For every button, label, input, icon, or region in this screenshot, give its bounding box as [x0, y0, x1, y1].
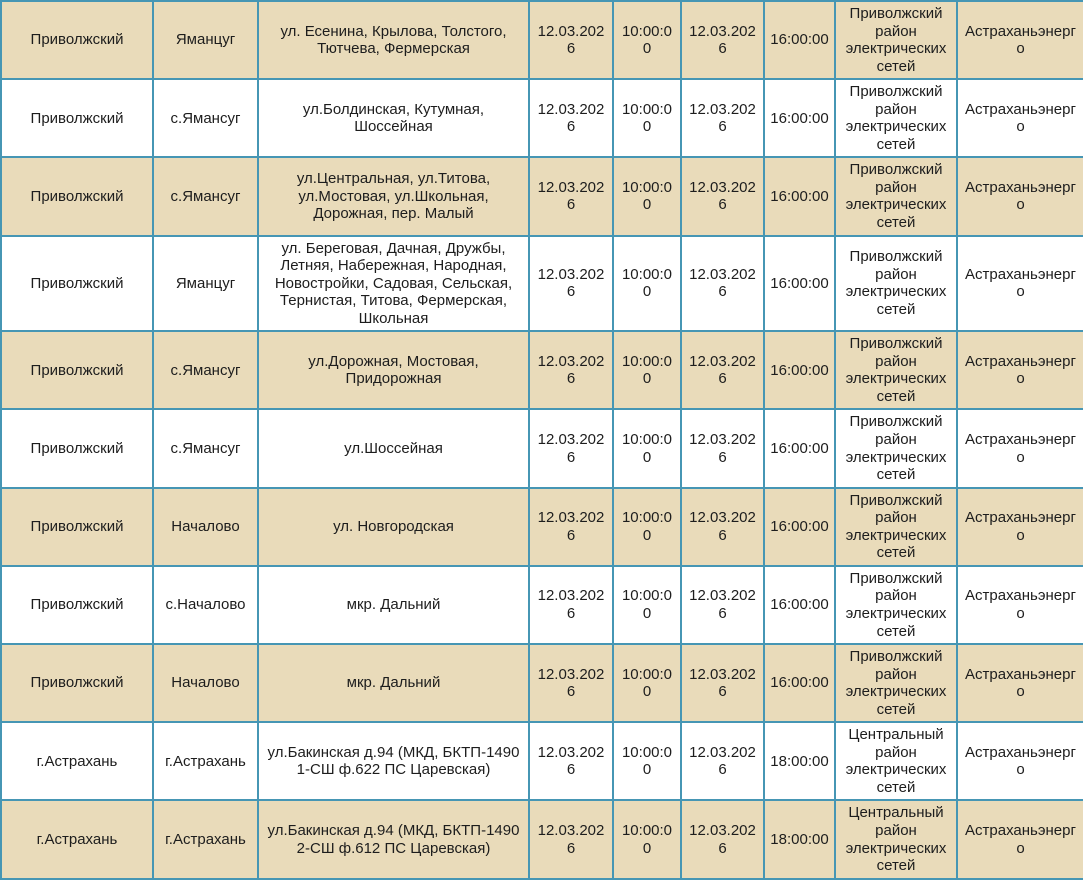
cell-time-start: 10:00:00: [613, 722, 681, 800]
cell-time-start: 10:00:00: [613, 566, 681, 644]
cell-company: Астраханьэнерго: [957, 79, 1083, 157]
cell-date-end: 12.03.2026: [681, 409, 764, 487]
cell-district: Приволжский: [1, 488, 153, 566]
cell-time-start: 10:00:00: [613, 1, 681, 79]
cell-time-start: 10:00:00: [613, 488, 681, 566]
table-row: [1, 157, 1083, 235]
cell-date-start: 12.03.2026: [529, 157, 613, 235]
cell-settlement: Началово: [153, 488, 258, 566]
cell-time-end: 16:00:00: [764, 331, 835, 409]
cell-time-start: 10:00:00: [613, 236, 681, 332]
cell-streets: ул.Центральная, ул.Титова, ул.Мостовая, ул.Школьная, Дорожная, пер. Малый: [258, 157, 529, 235]
cell-company: Астраханьэнерго: [957, 722, 1083, 800]
cell-organization: Приволжский район электрических сетей: [835, 488, 957, 566]
cell-time-end: 16:00:00: [764, 79, 835, 157]
cell-date-start: 12.03.2026: [529, 566, 613, 644]
cell-time-end: 16:00:00: [764, 488, 835, 566]
cell-streets: ул.Болдинская, Кутумная, Шоссейная: [258, 79, 529, 157]
cell-date-start: 12.03.2026: [529, 331, 613, 409]
cell-streets: ул. Есенина, Крылова, Толстого, Тютчева, Фермерская: [258, 1, 529, 79]
cell-time-start: 10:00:00: [613, 409, 681, 487]
cell-settlement: с.Ямансуг: [153, 157, 258, 235]
cell-company: Астраханьэнерго: [957, 331, 1083, 409]
cell-date-start: 12.03.2026: [529, 236, 613, 332]
cell-time-end: 16:00:00: [764, 409, 835, 487]
cell-organization: Приволжский район электрических сетей: [835, 157, 957, 235]
cell-time-end: 18:00:00: [764, 800, 835, 878]
cell-streets: ул.Бакинская д.94 (МКД, БКТП-1490 2-СШ ф.612 ПС Царевская): [258, 800, 529, 878]
cell-company: Астраханьэнерго: [957, 488, 1083, 566]
table-row: [1, 722, 1083, 800]
cell-time-end: 16:00:00: [764, 644, 835, 722]
cell-settlement: с.Началово: [153, 566, 258, 644]
cell-date-end: 12.03.2026: [681, 236, 764, 332]
outage-table-body: [1, 1, 1083, 879]
cell-district: Приволжский: [1, 236, 153, 332]
cell-streets: ул.Дорожная, Мостовая, Придорожная: [258, 331, 529, 409]
cell-date-end: 12.03.2026: [681, 722, 764, 800]
cell-district: Приволжский: [1, 566, 153, 644]
cell-streets: ул. Береговая, Дачная, Дружбы, Летняя, Набережная, Народная, Новостройки, Садовая, Сельская, Тернистая, Титова, Фермерская, Школьная: [258, 236, 529, 332]
cell-organization: Приволжский район электрических сетей: [835, 331, 957, 409]
cell-date-end: 12.03.2026: [681, 331, 764, 409]
cell-organization: Приволжский район электрических сетей: [835, 79, 957, 157]
cell-organization: Центральный район электрических сетей: [835, 800, 957, 878]
cell-date-start: 12.03.2026: [529, 488, 613, 566]
cell-date-end: 12.03.2026: [681, 566, 764, 644]
cell-company: Астраханьэнерго: [957, 566, 1083, 644]
cell-date-start: 12.03.2026: [529, 79, 613, 157]
cell-district: Приволжский: [1, 79, 153, 157]
table-row: [1, 488, 1083, 566]
cell-settlement: с.Ямансуг: [153, 79, 258, 157]
table-row: [1, 79, 1083, 157]
cell-company: Астраханьэнерго: [957, 644, 1083, 722]
cell-date-end: 12.03.2026: [681, 800, 764, 878]
cell-date-end: 12.03.2026: [681, 157, 764, 235]
cell-time-end: 16:00:00: [764, 236, 835, 332]
cell-date-end: 12.03.2026: [681, 488, 764, 566]
cell-company: Астраханьэнерго: [957, 800, 1083, 878]
cell-district: г.Астрахань: [1, 800, 153, 878]
cell-district: Приволжский: [1, 644, 153, 722]
cell-settlement: с.Ямансуг: [153, 409, 258, 487]
cell-district: г.Астрахань: [1, 722, 153, 800]
cell-date-start: 12.03.2026: [529, 409, 613, 487]
cell-date-start: 12.03.2026: [529, 1, 613, 79]
cell-company: Астраханьэнерго: [957, 236, 1083, 332]
table-row: [1, 1, 1083, 79]
cell-streets: ул. Новгородская: [258, 488, 529, 566]
cell-organization: Приволжский район электрических сетей: [835, 566, 957, 644]
cell-settlement: Началово: [153, 644, 258, 722]
cell-streets: мкр. Дальний: [258, 644, 529, 722]
cell-district: Приволжский: [1, 157, 153, 235]
cell-streets: ул.Бакинская д.94 (МКД, БКТП-1490 1-СШ ф.622 ПС Царевская): [258, 722, 529, 800]
cell-district: Приволжский: [1, 331, 153, 409]
cell-company: Астраханьэнерго: [957, 157, 1083, 235]
table-row: [1, 409, 1083, 487]
cell-time-start: 10:00:00: [613, 800, 681, 878]
table-row: [1, 644, 1083, 722]
table-row: [1, 236, 1083, 332]
cell-organization: Приволжский район электрических сетей: [835, 236, 957, 332]
cell-date-end: 12.03.2026: [681, 644, 764, 722]
cell-time-start: 10:00:00: [613, 157, 681, 235]
cell-district: Приволжский: [1, 1, 153, 79]
cell-settlement: г.Астрахань: [153, 800, 258, 878]
cell-settlement: Яманцуг: [153, 1, 258, 79]
cell-time-end: 16:00:00: [764, 566, 835, 644]
cell-time-start: 10:00:00: [613, 331, 681, 409]
cell-organization: Центральный район электрических сетей: [835, 722, 957, 800]
cell-company: Астраханьэнерго: [957, 1, 1083, 79]
cell-time-start: 10:00:00: [613, 644, 681, 722]
cell-company: Астраханьэнерго: [957, 409, 1083, 487]
cell-organization: Приволжский район электрических сетей: [835, 409, 957, 487]
cell-date-start: 12.03.2026: [529, 800, 613, 878]
cell-streets: мкр. Дальний: [258, 566, 529, 644]
cell-date-start: 12.03.2026: [529, 644, 613, 722]
cell-organization: Приволжский район электрических сетей: [835, 644, 957, 722]
cell-date-end: 12.03.2026: [681, 79, 764, 157]
cell-time-end: 16:00:00: [764, 157, 835, 235]
cell-organization: Приволжский район электрических сетей: [835, 1, 957, 79]
cell-settlement: с.Ямансуг: [153, 331, 258, 409]
cell-time-start: 10:00:00: [613, 79, 681, 157]
cell-time-end: 18:00:00: [764, 722, 835, 800]
table-row: [1, 800, 1083, 878]
cell-district: Приволжский: [1, 409, 153, 487]
cell-date-start: 12.03.2026: [529, 722, 613, 800]
table-row: [1, 331, 1083, 409]
cell-time-end: 16:00:00: [764, 1, 835, 79]
cell-streets: ул.Шоссейная: [258, 409, 529, 487]
table-row: [1, 566, 1083, 644]
cell-date-end: 12.03.2026: [681, 1, 764, 79]
cell-settlement: г.Астрахань: [153, 722, 258, 800]
cell-settlement: Яманцуг: [153, 236, 258, 332]
